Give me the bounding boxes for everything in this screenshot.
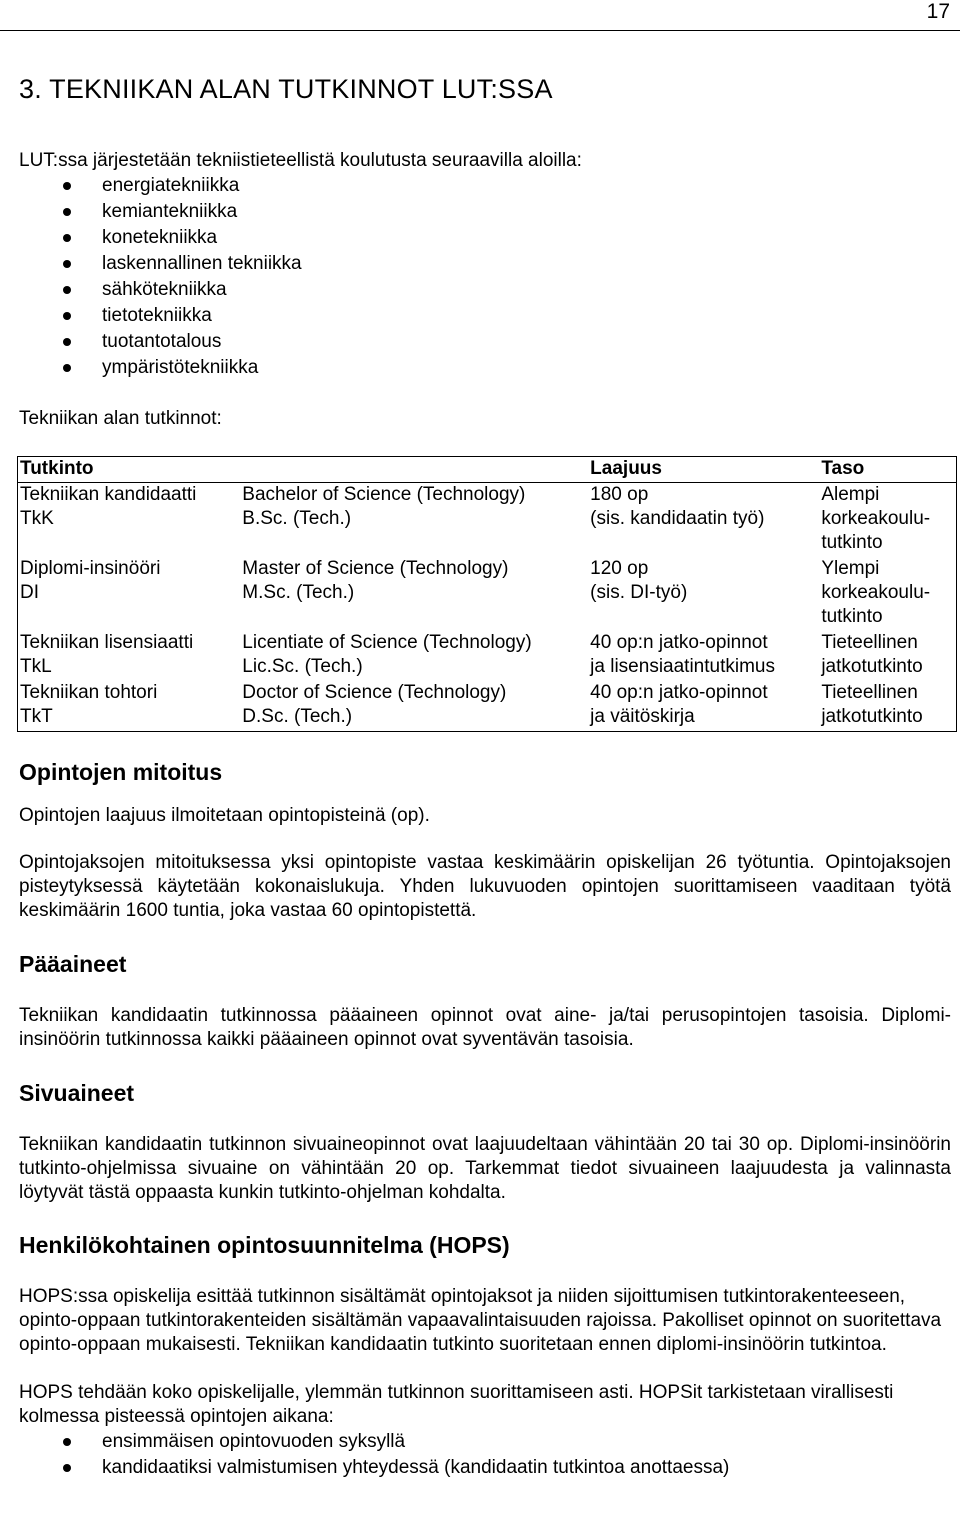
level-line: jatkotutkinto	[821, 656, 923, 677]
scope-value: 180 op	[590, 484, 649, 505]
document-body	[19, 72, 951, 1481]
level-line: tutkinto	[821, 532, 883, 553]
table-caption: Tekniikan alan tutkinnot:	[19, 408, 222, 429]
degree-cell	[18, 631, 241, 681]
list-item: ensimmäisen opintovuoden syksyllä	[19, 1429, 951, 1455]
degree-abbr: TkK	[20, 508, 54, 529]
level-line: Tieteellinen	[821, 682, 918, 703]
degree-cell	[18, 483, 241, 558]
scope-cell	[588, 631, 819, 681]
list-item: tuotantotalous	[19, 329, 951, 355]
level-line: Tieteellinen	[821, 632, 918, 653]
header-taso: Taso	[819, 457, 956, 483]
header-rule	[0, 30, 960, 31]
scope-cell	[588, 483, 819, 558]
degree-name: Tekniikan tohtori	[20, 682, 158, 703]
level-line: Ylempi	[821, 558, 880, 579]
english-cell	[240, 631, 588, 681]
scope-note: (sis. kandidaatin työ)	[590, 508, 765, 529]
english-name: Bachelor of Science (Technology)	[242, 484, 526, 505]
scope-value: 120 op	[590, 558, 649, 579]
table-row	[18, 631, 957, 681]
english-abbr: D.Sc. (Tech.)	[242, 706, 353, 727]
level-cell	[819, 681, 956, 732]
level-cell	[819, 483, 956, 558]
page-number: 17	[926, 0, 950, 23]
degree-abbr: TkL	[20, 656, 52, 677]
degree-cell	[18, 557, 241, 631]
english-cell	[240, 681, 588, 732]
list-item: sähkötekniikka	[19, 277, 951, 303]
list-item: konetekniikka	[19, 225, 951, 251]
section-heading-mitoitus: Opintojen mitoitus	[19, 759, 223, 785]
scope-cell	[588, 681, 819, 732]
table-row	[18, 483, 957, 558]
english-name: Doctor of Science (Technology)	[242, 682, 507, 703]
header-tutkinto: Tutkinto	[18, 457, 241, 483]
level-line: Alempi	[821, 484, 880, 505]
list-item: ympäristötekniikka	[19, 355, 951, 381]
degrees-table	[17, 456, 957, 732]
level-line: jatkotutkinto	[821, 706, 923, 727]
list-item: tietotekniikka	[19, 303, 951, 329]
level-line: korkeakoulu-	[821, 508, 931, 529]
english-name: Licentiate of Science (Technology)	[242, 632, 532, 653]
list-item: kemiantekniikka	[19, 199, 951, 225]
scope-value: 40 op:n jatko-opinnot	[590, 632, 768, 653]
section-heading-sivuaineet: Sivuaineet	[19, 1080, 135, 1106]
level-line: korkeakoulu-	[821, 582, 931, 603]
english-abbr: B.Sc. (Tech.)	[242, 508, 352, 529]
fields-list	[19, 173, 951, 381]
level-cell	[819, 557, 956, 631]
intro-text: LUT:ssa järjestetään tekniistieteellistä koulutusta seuraavilla aloilla:	[19, 150, 582, 171]
list-item: kandidaatiksi valmistumisen yhteydessä (kandidaatin tutkintoa anottaessa)	[19, 1455, 951, 1481]
section-heading-hops: Henkilökohtainen opintosuunnitelma (HOPS)	[19, 1232, 510, 1258]
degree-name: Tekniikan lisensiaatti	[20, 632, 194, 653]
paragraph: Tekniikan kandidaatin tutkinnon sivuaineopinnot ovat laajuudeltaan vähintään 20 tai 30 op. Diplomi-insinöörin tutkinto-ohjelmissa sivuaine on vähintään 20 op. Tarkemmat tiedot sivuaineen laajuudesta ja valinnasta löytyvät tästä oppaasta kunkin tutkinto-ohjelman kohdalta.	[19, 1134, 951, 1203]
english-cell	[240, 557, 588, 631]
degree-name: Tekniikan kandidaatti	[20, 484, 197, 505]
header-english	[240, 457, 588, 483]
table-header-row	[18, 457, 957, 483]
english-name: Master of Science (Technology)	[242, 558, 509, 579]
chapter-title: 3. TEKNIIKAN ALAN TUTKINNOT LUT:SSA	[19, 74, 553, 104]
scope-value: 40 op:n jatko-opinnot	[590, 682, 768, 703]
degree-cell	[18, 681, 241, 732]
paragraph: HOPS tehdään koko opiskelijalle, ylemmän tutkinnon suorittamiseen asti. HOPSit tarkistetaan virallisesti kolmessa pisteessä opintojen aikana:	[19, 1382, 894, 1427]
scope-note: (sis. DI-työ)	[590, 582, 688, 603]
paragraph: Opintojen laajuus ilmoitetaan opintopisteinä (op).	[19, 805, 430, 826]
degree-abbr: DI	[20, 582, 39, 603]
scope-note: ja väitöskirja	[590, 706, 695, 727]
section-heading-paaaineet: Pääaineet	[19, 951, 127, 977]
list-item: energiatekniikka	[19, 173, 951, 199]
hops-list	[19, 1429, 951, 1481]
table-row	[18, 681, 957, 732]
scope-note: ja lisensiaatintutkimus	[590, 656, 775, 677]
header-laajuus: Laajuus	[588, 457, 819, 483]
page-header	[0, 0, 960, 22]
english-abbr: Lic.Sc. (Tech.)	[242, 656, 363, 677]
level-line: tutkinto	[821, 606, 883, 627]
degree-name: Diplomi-insinööri	[20, 558, 161, 579]
english-abbr: M.Sc. (Tech.)	[242, 582, 355, 603]
degree-abbr: TkT	[20, 706, 53, 727]
paragraph: Tekniikan kandidaatin tutkinnossa pääaineen opinnot ovat aine- ja/tai perusopintojen tasoisia. Diplomi-insinöörin tutkinnossa kaikki pääaineen opinnot ovat syventävän tasoisia.	[19, 1005, 951, 1050]
paragraph: Opintojaksojen mitoituksessa yksi opintopiste vastaa keskimäärin opiskelijan 26 työtuntia. Opintojaksojen pisteytyksessä käytetään kokonaislukuja. Yhden lukuvuoden opintojen suorittamiseen vaaditaan työtä keskimäärin 1600 tuntia, joka vastaa 60 opintopistettä.	[19, 852, 951, 921]
table-row	[18, 557, 957, 631]
paragraph: HOPS:ssa opiskelija esittää tutkinnon sisältämät opintojaksot ja niiden sijoittumisen tutkintorakenteeseen, opinto-oppaan tutkintorakenteiden sisältämän vapaavalintaisuuden rajoissa. Pakolliset opinnot on suoritettava opinto-oppaan mukaisesti. Tekniikan kandidaatin tutkinto suoritetaan ennen diplomi-insinöörin tutkintoa.	[19, 1286, 942, 1355]
scope-cell	[588, 557, 819, 631]
english-cell	[240, 483, 588, 558]
level-cell	[819, 631, 956, 681]
list-item: laskennallinen tekniikka	[19, 251, 951, 277]
